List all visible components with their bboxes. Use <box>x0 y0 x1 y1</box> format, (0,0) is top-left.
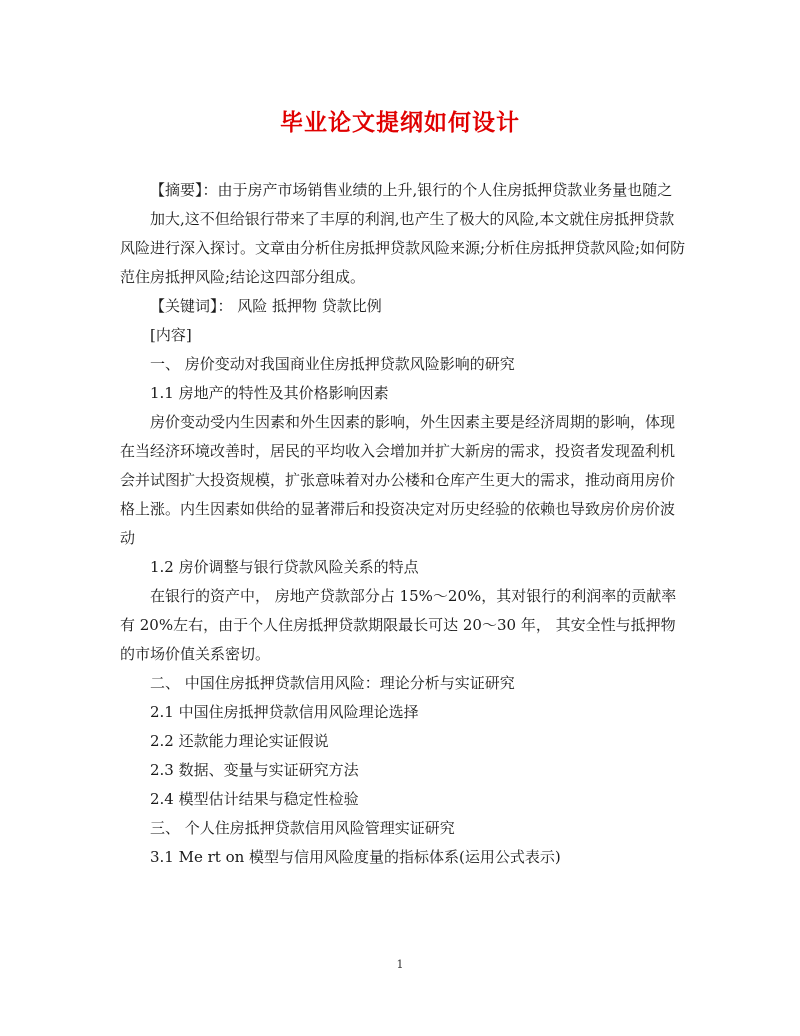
section-heading-3: 三、 个人住房抵押贷款信用风险管理实证研究 <box>150 819 455 837</box>
subsection-heading-2-2: 2.2 还款能力理论实证假说 <box>150 732 329 750</box>
body-paragraph: 在银行的资产中， 房地产贷款部分占 15%～20%，其对银行的利润率的贡献率有 20%左右，由于个人住房抵押贷款期限最长可达 20～30 年， 其安全性与抵押物的市场价值关系密切。 <box>120 587 677 663</box>
section-heading-1: 一、 房价变动对我国商业住房抵押贷款风险影响的研究 <box>150 355 515 373</box>
body-paragraph: 房价变动受内生因素和外生因素的影响，外生因素主要是经济周期的影响，体现在当经济环境改善时，居民的平均收入会增加并扩大新房的需求，投资者发现盈利机会并试图扩大投资规模，扩张意味着对办公楼和仓库产生更大的需求，推动商用房价格上涨。内生因素如供给的显著滞后和投资决定对历史经验的依赖也导致房价房价波动 <box>120 413 676 547</box>
document-body <box>120 176 688 872</box>
abstract-continuation: 加大,这不但给银行带来了丰厚的利润,也产生了极大的风险,本文就住房抵押贷款风险进行深入探讨。文章由分析住房抵押贷款风险来源;分析住房抵押贷款风险;如何防范住房抵押风险;结论这四部分组成。 <box>120 210 686 286</box>
keywords-paragraph: 【关键词】： 风险 抵押物 贷款比例 <box>150 297 382 315</box>
subsection-heading-3-1: 3.1 Me rt on 模型与信用风险度量的指标体系(运用公式表示) <box>150 848 561 866</box>
subsection-heading-2-1: 2.1 中国住房抵押贷款信用风险理论选择 <box>150 703 419 721</box>
subsection-heading-2-3: 2.3 数据、变量与实证研究方法 <box>150 761 359 779</box>
section-heading-2: 二、 中国住房抵押贷款信用风险：理论分析与实证研究 <box>150 674 515 692</box>
abstract-paragraph: 【摘要】：由于房产市场销售业绩的上升,银行的个人住房抵押贷款业务量也随之 <box>150 181 673 199</box>
subsection-heading-2-4: 2.4 模型估计结果与稳定性检验 <box>150 790 359 808</box>
subsection-heading-1-2: 1.2 房价调整与银行贷款风险关系的特点 <box>150 558 419 576</box>
subsection-heading-1-1: 1.1 房地产的特性及其价格影响因素 <box>150 384 389 402</box>
document-title: 毕业论文提纲如何设计 <box>280 109 520 136</box>
contents-heading: [内容] <box>150 326 192 344</box>
page-number: 1 <box>396 958 404 971</box>
